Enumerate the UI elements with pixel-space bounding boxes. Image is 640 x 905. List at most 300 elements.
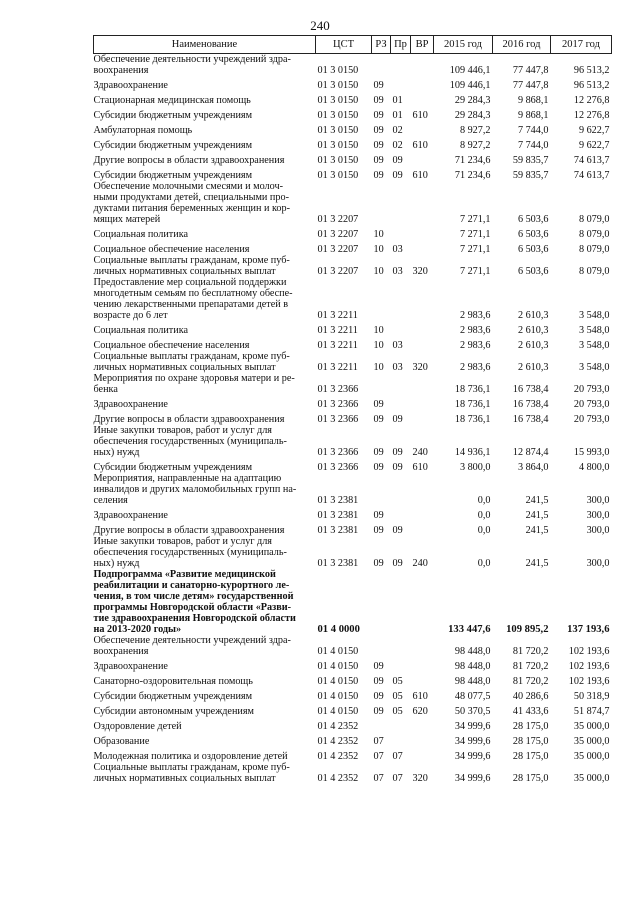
row-rz-code: 09 — [373, 661, 384, 672]
row-vr-code: 610 — [412, 691, 428, 702]
row-vr-code — [411, 76, 434, 91]
row-value-2015: 2 983,6 — [459, 325, 491, 336]
row-name: Другие вопросы в области здравоохранения — [93, 155, 285, 166]
row-cst-code: 01 3 2207 — [317, 266, 359, 277]
row-cst-code: 01 3 2211 — [317, 310, 358, 321]
row-value-2016: 81 720,2 — [512, 646, 549, 657]
row-rz-code: 09 — [373, 110, 384, 121]
row-value-2017: 74 613,7 — [573, 155, 610, 166]
row-pr-code: 03 — [392, 244, 403, 255]
table-row — [94, 351, 612, 373]
row-cst-code: 01 3 0150 — [317, 65, 359, 76]
row-name: Предоставление мер социальной поддержки многодетным семьям по бесплатному обеспе- чению лекарственными препаратами детей в возрасте до 6 лет — [93, 277, 293, 321]
row-value-2016: 59 835,7 — [512, 155, 549, 166]
row-value-2017: 51 874,7 — [573, 706, 610, 717]
row-vr-code: 610 — [412, 140, 428, 151]
row-rz-code: 10 — [373, 244, 384, 255]
row-pr-code — [391, 225, 411, 240]
table-row — [94, 336, 612, 351]
row-rz-code: 09 — [373, 80, 384, 91]
row-vr-code — [411, 121, 434, 136]
row-vr-code — [411, 672, 434, 687]
row-pr-code — [391, 717, 411, 732]
row-vr-code — [411, 336, 434, 351]
row-value-2015: 7 271,1 — [459, 266, 491, 277]
row-pr-code: 07 — [392, 751, 403, 762]
row-value-2017: 300,0 — [586, 510, 610, 521]
table-row — [94, 106, 612, 121]
row-cst-code: 01 4 0150 — [317, 676, 359, 687]
row-cst-code: 01 4 2352 — [317, 736, 359, 747]
row-value-2015: 2 983,6 — [459, 310, 491, 321]
row-value-2017: 20 793,0 — [573, 414, 610, 425]
row-value-2016: 16 738,4 — [512, 399, 549, 410]
row-name: Социальное обеспечение населения — [93, 340, 250, 351]
row-name: Другие вопросы в области здравоохранения — [93, 525, 285, 536]
row-pr-code: 03 — [392, 340, 403, 351]
table-row — [94, 76, 612, 91]
row-pr-code — [391, 635, 411, 657]
row-value-2016: 2 610,3 — [517, 362, 549, 373]
row-cst-code: 01 3 0150 — [317, 110, 359, 121]
row-value-2017: 96 513,2 — [573, 80, 610, 91]
column-header-vr: ВР — [411, 36, 434, 54]
column-header-2016: 2016 год — [493, 36, 551, 54]
table-row — [94, 687, 612, 702]
row-value-2016: 77 447,8 — [512, 65, 549, 76]
row-value-2016: 41 433,6 — [512, 706, 549, 717]
row-vr-code — [411, 410, 434, 425]
row-cst-code: 01 4 2352 — [317, 751, 359, 762]
row-value-2015: 0,0 — [477, 510, 491, 521]
table-row — [94, 672, 612, 687]
row-value-2016: 28 175,0 — [512, 773, 549, 784]
row-pr-code — [391, 473, 411, 506]
row-value-2015: 34 999,6 — [454, 721, 491, 732]
table-row — [94, 747, 612, 762]
row-value-2015: 29 284,3 — [454, 110, 491, 121]
row-value-2016: 2 610,3 — [517, 340, 549, 351]
row-cst-code: 01 3 2207 — [317, 244, 359, 255]
row-name: Социальные выплаты гражданам, кроме пуб- личных нормативных социальных выплат — [93, 351, 290, 373]
row-value-2017: 8 079,0 — [578, 214, 610, 225]
row-rz-code: 10 — [373, 229, 384, 240]
row-rz-code: 09 — [373, 95, 384, 106]
row-cst-code: 01 3 2381 — [317, 525, 359, 536]
table-row — [94, 521, 612, 536]
row-value-2016: 59 835,7 — [512, 170, 549, 181]
row-value-2015: 98 448,0 — [454, 661, 491, 672]
row-name: Социальные выплаты гражданам, кроме пуб- личных нормативных социальных выплат — [93, 255, 290, 277]
table-row — [94, 657, 612, 672]
row-pr-code: 07 — [392, 773, 403, 784]
row-value-2016: 241,5 — [525, 495, 549, 506]
row-value-2017: 35 000,0 — [573, 736, 610, 747]
row-rz-code — [372, 54, 391, 77]
table-row — [94, 136, 612, 151]
row-pr-code: 09 — [392, 525, 403, 536]
row-pr-code — [391, 506, 411, 521]
row-rz-code: 09 — [373, 447, 384, 458]
table-row — [94, 506, 612, 521]
row-value-2015: 29 284,3 — [454, 95, 491, 106]
row-vr-code: 620 — [412, 706, 428, 717]
row-value-2015: 133 447,6 — [448, 624, 491, 635]
row-value-2016: 7 744,0 — [517, 140, 549, 151]
row-vr-code: 240 — [412, 447, 428, 458]
row-value-2017: 50 318,9 — [573, 691, 610, 702]
row-vr-code — [411, 506, 434, 521]
table-row — [94, 635, 612, 657]
row-value-2017: 3 548,0 — [578, 340, 610, 351]
row-value-2017: 8 079,0 — [578, 244, 610, 255]
row-pr-code: 03 — [392, 362, 403, 373]
row-pr-code: 05 — [392, 706, 403, 717]
row-name: Здравоохранение — [93, 510, 168, 521]
row-name: Здравоохранение — [93, 80, 168, 91]
row-name: Субсидии бюджетным учреждениям — [93, 691, 253, 702]
row-pr-code — [391, 569, 411, 635]
column-header-name: Наименование — [94, 36, 316, 54]
row-value-2017: 102 193,6 — [568, 646, 610, 657]
row-cst-code: 01 3 2366 — [317, 399, 359, 410]
row-name: Социальные выплаты гражданам, кроме пуб- личных нормативных социальных выплат — [93, 762, 290, 784]
row-rz-code — [372, 635, 391, 657]
row-value-2015: 7 271,1 — [459, 229, 491, 240]
row-value-2017: 102 193,6 — [568, 661, 610, 672]
row-vr-code — [411, 54, 434, 77]
table-row — [94, 54, 612, 77]
row-pr-code: 09 — [392, 462, 403, 473]
row-pr-code — [391, 373, 411, 395]
row-name: Социальное обеспечение населения — [93, 244, 250, 255]
row-value-2016: 81 720,2 — [512, 676, 549, 687]
row-rz-code — [372, 473, 391, 506]
row-value-2016: 6 503,6 — [517, 266, 549, 277]
table-row — [94, 732, 612, 747]
row-pr-code — [391, 277, 411, 321]
row-rz-code — [372, 373, 391, 395]
table-body — [94, 54, 612, 785]
column-header-2015: 2015 год — [434, 36, 493, 54]
row-value-2015: 71 234,6 — [454, 155, 491, 166]
row-vr-code — [411, 657, 434, 672]
row-value-2016: 40 286,6 — [512, 691, 549, 702]
row-value-2017: 20 793,0 — [573, 399, 610, 410]
row-rz-code — [372, 277, 391, 321]
row-name: Другие вопросы в области здравоохранения — [93, 414, 285, 425]
column-header-rz: РЗ — [372, 36, 391, 54]
row-value-2015: 0,0 — [477, 525, 491, 536]
row-pr-code: 01 — [392, 110, 403, 121]
row-value-2016: 2 610,3 — [517, 325, 549, 336]
row-cst-code: 01 4 0000 — [317, 624, 360, 635]
row-vr-code — [411, 521, 434, 536]
row-vr-code — [411, 181, 434, 225]
row-cst-code: 01 3 0150 — [317, 155, 359, 166]
row-value-2016: 81 720,2 — [512, 661, 549, 672]
row-name: Субсидии автономным учреждениям — [93, 706, 254, 717]
row-value-2017: 12 276,8 — [573, 110, 610, 121]
row-name: Субсидии бюджетным учреждениям — [93, 170, 253, 181]
row-pr-code: 02 — [392, 140, 403, 151]
row-cst-code: 01 3 2366 — [317, 414, 359, 425]
row-name: Социальная политика — [93, 229, 189, 240]
column-header-pr: Пр — [391, 36, 411, 54]
row-rz-code: 09 — [373, 155, 384, 166]
row-name: Обеспечение деятельности учреждений здра- воохранения — [93, 635, 291, 657]
page-number: 240 — [310, 18, 330, 33]
row-value-2015: 48 077,5 — [454, 691, 491, 702]
row-value-2017: 15 993,0 — [573, 447, 610, 458]
row-value-2017: 20 793,0 — [573, 384, 610, 395]
row-vr-code: 320 — [412, 362, 428, 373]
row-pr-code — [391, 76, 411, 91]
row-rz-code: 09 — [373, 170, 384, 181]
column-header-cst: ЦСТ — [316, 36, 372, 54]
row-value-2016: 9 868,1 — [517, 95, 549, 106]
row-vr-code — [411, 321, 434, 336]
row-pr-code: 09 — [392, 558, 403, 569]
row-pr-code — [391, 395, 411, 410]
row-cst-code: 01 3 2366 — [317, 384, 359, 395]
row-rz-code — [372, 569, 391, 635]
table-row — [94, 395, 612, 410]
row-value-2017: 137 193,6 — [567, 624, 610, 635]
row-value-2016: 6 503,6 — [517, 214, 549, 225]
row-value-2016: 9 868,1 — [517, 110, 549, 121]
row-value-2015: 98 448,0 — [454, 646, 491, 657]
row-cst-code: 01 4 0150 — [317, 661, 359, 672]
row-value-2015: 71 234,6 — [454, 170, 491, 181]
row-value-2016: 28 175,0 — [512, 721, 549, 732]
row-cst-code: 01 4 0150 — [317, 691, 359, 702]
row-cst-code: 01 3 0150 — [317, 95, 359, 106]
row-value-2016: 7 744,0 — [517, 125, 549, 136]
row-pr-code: 09 — [392, 414, 403, 425]
row-value-2015: 109 446,1 — [449, 65, 491, 76]
row-rz-code: 10 — [373, 325, 384, 336]
table-row — [94, 569, 612, 635]
row-value-2015: 34 999,6 — [454, 773, 491, 784]
row-cst-code: 01 3 2207 — [317, 214, 359, 225]
row-pr-code: 09 — [392, 447, 403, 458]
row-value-2017: 300,0 — [586, 558, 610, 569]
row-cst-code: 01 3 2381 — [317, 510, 359, 521]
row-vr-code — [411, 277, 434, 321]
row-value-2017: 300,0 — [586, 525, 610, 536]
row-pr-code: 03 — [392, 266, 403, 277]
row-value-2016: 28 175,0 — [512, 751, 549, 762]
row-vr-code: 610 — [412, 170, 428, 181]
row-cst-code: 01 3 0150 — [317, 170, 359, 181]
row-vr-code: 610 — [412, 462, 428, 473]
row-rz-code: 10 — [373, 362, 384, 373]
row-rz-code: 09 — [373, 558, 384, 569]
row-cst-code: 01 3 2381 — [317, 495, 359, 506]
row-name: Мероприятия по охране здоровья матери и ре- бенка — [93, 373, 295, 395]
row-vr-code — [411, 717, 434, 732]
row-name: Здравоохранение — [93, 399, 168, 410]
table-row — [94, 151, 612, 166]
row-value-2017: 8 079,0 — [578, 229, 610, 240]
table-row — [94, 321, 612, 336]
row-rz-code: 09 — [373, 706, 384, 717]
table-row — [94, 702, 612, 717]
row-value-2017: 9 622,7 — [578, 125, 610, 136]
budget-table — [93, 35, 612, 784]
row-value-2017: 4 800,0 — [578, 462, 610, 473]
row-cst-code: 01 3 2366 — [317, 462, 359, 473]
row-name: Молодежная политика и оздоровление детей — [93, 751, 288, 762]
row-value-2015: 109 446,1 — [449, 80, 491, 91]
row-vr-code: 240 — [412, 558, 428, 569]
row-name: Обеспечение деятельности учреждений здра- воохранения — [93, 54, 291, 76]
row-cst-code: 01 4 0150 — [317, 646, 359, 657]
table-row — [94, 277, 612, 321]
row-rz-code: 09 — [373, 462, 384, 473]
row-pr-code: 05 — [392, 691, 403, 702]
row-cst-code: 01 3 0150 — [317, 125, 359, 136]
row-value-2016: 28 175,0 — [512, 736, 549, 747]
row-pr-code: 09 — [392, 170, 403, 181]
row-pr-code: 09 — [392, 155, 403, 166]
row-value-2017: 35 000,0 — [573, 773, 610, 784]
row-value-2016: 241,5 — [525, 558, 549, 569]
row-rz-code: 07 — [373, 773, 384, 784]
row-name: Субсидии бюджетным учреждениям — [93, 110, 253, 121]
row-pr-code — [391, 321, 411, 336]
row-cst-code: 01 3 0150 — [317, 80, 359, 91]
row-value-2017: 9 622,7 — [578, 140, 610, 151]
row-rz-code — [372, 717, 391, 732]
row-name: Санаторно-оздоровительная помощь — [93, 676, 253, 687]
table-row — [94, 373, 612, 395]
row-name: Субсидии бюджетным учреждениям — [93, 140, 253, 151]
row-vr-code — [411, 91, 434, 106]
row-cst-code: 01 4 0150 — [317, 706, 359, 717]
row-value-2016: 6 503,6 — [517, 229, 549, 240]
row-pr-code: 05 — [392, 676, 403, 687]
row-vr-code — [411, 732, 434, 747]
table-row — [94, 166, 612, 181]
row-cst-code: 01 4 2352 — [317, 773, 359, 784]
row-name: Амбулаторная помощь — [93, 125, 193, 136]
row-pr-code — [391, 657, 411, 672]
row-value-2017: 3 548,0 — [578, 362, 610, 373]
row-value-2016: 2 610,3 — [517, 310, 549, 321]
row-name: Подпрограмма «Развитие медицинской реабилитации и санаторно-курортного ле- чения, в том числе детям» государственной программы Новгородской области «Разви- тие здравоохранения Новгородской области на 2013-2020 годы» — [93, 569, 296, 635]
table-row — [94, 473, 612, 506]
row-cst-code: 01 3 0150 — [317, 140, 359, 151]
column-header-2017: 2017 год — [551, 36, 612, 54]
row-cst-code: 01 3 2211 — [317, 362, 358, 373]
row-cst-code: 01 3 2381 — [317, 558, 359, 569]
row-value-2016: 12 874,4 — [512, 447, 549, 458]
row-vr-code — [411, 225, 434, 240]
row-rz-code: 07 — [373, 751, 384, 762]
row-pr-code: 02 — [392, 125, 403, 136]
table-row — [94, 425, 612, 458]
table-row — [94, 458, 612, 473]
table-row — [94, 91, 612, 106]
row-value-2016: 241,5 — [525, 510, 549, 521]
row-value-2015: 8 927,2 — [459, 125, 491, 136]
header-row — [94, 36, 612, 54]
table-row — [94, 762, 612, 784]
row-vr-code — [411, 635, 434, 657]
row-vr-code — [411, 473, 434, 506]
row-vr-code — [411, 569, 434, 635]
row-value-2017: 300,0 — [586, 495, 610, 506]
row-name: Обеспечение молочными смесями и молоч- ными продуктами детей, специальными про- дуктами питания беременных женщин и кор- мящих матерей — [93, 181, 291, 225]
row-value-2015: 7 271,1 — [459, 244, 491, 255]
row-name: Стационарная медицинская помощь — [93, 95, 251, 106]
row-cst-code: 01 3 2207 — [317, 229, 359, 240]
table-row — [94, 225, 612, 240]
row-value-2015: 34 999,6 — [454, 751, 491, 762]
row-value-2015: 14 936,1 — [454, 447, 491, 458]
row-vr-code: 610 — [412, 110, 428, 121]
row-rz-code: 10 — [373, 266, 384, 277]
table-row — [94, 181, 612, 225]
row-pr-code — [391, 54, 411, 77]
row-name: Образование — [93, 736, 150, 747]
row-name: Здравоохранение — [93, 661, 168, 672]
row-value-2015: 98 448,0 — [454, 676, 491, 687]
row-value-2015: 2 983,6 — [459, 362, 491, 373]
row-vr-code: 320 — [412, 773, 428, 784]
row-name: Иные закупки товаров, работ и услуг для обеспечения государственных (муниципаль- ных) нужд — [93, 536, 287, 569]
row-vr-code — [411, 747, 434, 762]
row-vr-code — [411, 240, 434, 255]
row-vr-code: 320 — [412, 266, 428, 277]
row-name: Мероприятия, направленные на адаптацию инвалидов и других маломобильных групп на- селения — [93, 473, 297, 506]
row-value-2015: 3 800,0 — [459, 462, 491, 473]
row-value-2017: 3 548,0 — [578, 310, 610, 321]
row-value-2016: 16 738,4 — [512, 384, 549, 395]
table-row — [94, 240, 612, 255]
row-name: Оздоровление детей — [93, 721, 182, 732]
row-value-2017: 12 276,8 — [573, 95, 610, 106]
row-rz-code: 10 — [373, 340, 384, 351]
row-value-2015: 0,0 — [477, 558, 491, 569]
row-pr-code: 01 — [392, 95, 403, 106]
row-value-2017: 3 548,0 — [578, 325, 610, 336]
row-name: Иные закупки товаров, работ и услуг для обеспечения государственных (муниципаль- ных) нужд — [93, 425, 287, 458]
row-rz-code: 09 — [373, 414, 384, 425]
row-value-2016: 77 447,8 — [512, 80, 549, 91]
row-rz-code: 09 — [373, 399, 384, 410]
row-rz-code: 09 — [373, 676, 384, 687]
row-rz-code: 09 — [373, 510, 384, 521]
row-value-2016: 3 864,0 — [517, 462, 549, 473]
row-value-2015: 18 736,1 — [454, 399, 491, 410]
row-rz-code: 09 — [373, 125, 384, 136]
row-cst-code: 01 3 2211 — [317, 340, 358, 351]
row-value-2017: 96 513,2 — [573, 65, 610, 76]
row-cst-code: 01 3 2366 — [317, 447, 359, 458]
row-value-2016: 109 895,2 — [506, 624, 549, 635]
row-value-2015: 50 370,5 — [454, 706, 491, 717]
row-value-2017: 35 000,0 — [573, 751, 610, 762]
row-pr-code — [391, 732, 411, 747]
row-vr-code — [411, 373, 434, 395]
table-row — [94, 121, 612, 136]
row-value-2015: 8 927,2 — [459, 140, 491, 151]
row-value-2015: 18 736,1 — [454, 414, 491, 425]
row-value-2015: 0,0 — [477, 495, 491, 506]
